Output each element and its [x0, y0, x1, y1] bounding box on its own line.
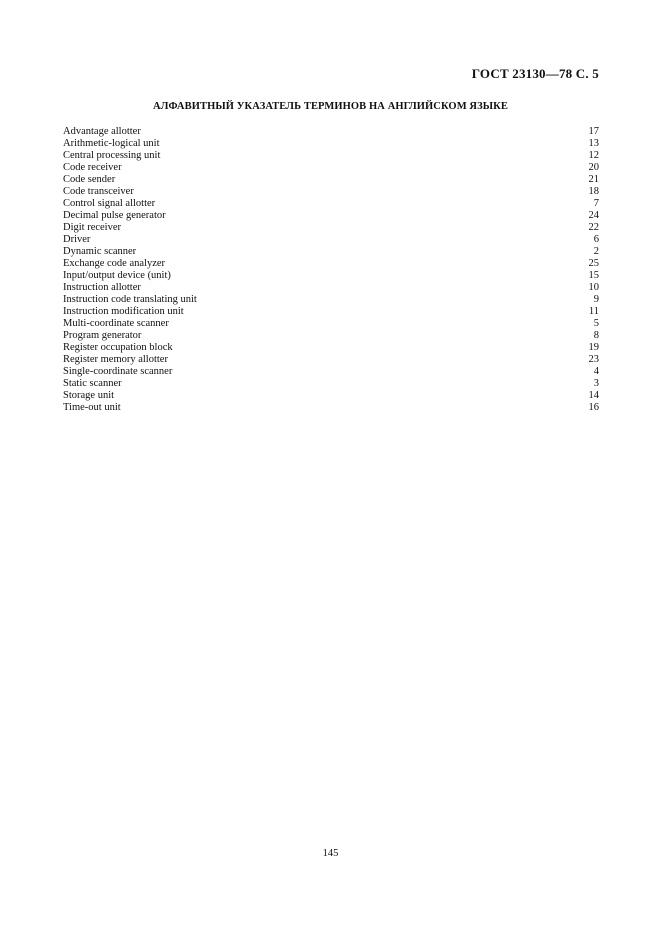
term-label: Driver: [63, 234, 91, 245]
list-item: [63, 390, 599, 402]
term-number: 6: [593, 234, 599, 245]
term-index-list: [63, 126, 599, 414]
term-label: Input/output device (unit): [63, 270, 171, 281]
term-label: Multi-coordinate scanner: [63, 318, 169, 329]
term-number: 8: [593, 330, 599, 341]
list-item: [63, 306, 599, 318]
term-number: 25: [588, 258, 599, 269]
term-number: 9: [593, 294, 599, 305]
term-number: 18: [588, 186, 599, 197]
term-number: 21: [588, 174, 599, 185]
list-item: [63, 174, 599, 186]
list-item: [63, 246, 599, 258]
term-number: 17: [588, 126, 599, 137]
list-item: [63, 330, 599, 342]
term-label: Exchange code analyzer: [63, 258, 166, 269]
list-item: [63, 318, 599, 330]
page-number: 145: [322, 848, 339, 859]
list-item: [63, 342, 599, 354]
term-label: Single-coordinate scanner: [63, 366, 173, 377]
list-item: [63, 198, 599, 210]
term-number: 3: [593, 378, 599, 389]
standard-header: ГОСТ 23130—78 С. 5: [471, 66, 599, 81]
list-item: [63, 366, 599, 378]
term-number: 23: [588, 354, 599, 365]
term-label: Storage unit: [63, 390, 115, 401]
list-item: [63, 186, 599, 198]
page-title: АЛФАВИТНЫЙ УКАЗАТЕЛЬ ТЕРМИНОВ НА АНГЛИЙСКОМ ЯЗЫКЕ: [153, 101, 508, 112]
term-label: Code receiver: [63, 162, 122, 173]
list-item: [63, 150, 599, 162]
term-label: Program generator: [63, 330, 142, 341]
list-item: [63, 402, 599, 414]
term-number: 5: [593, 318, 599, 329]
term-label: Instruction allotter: [63, 282, 141, 293]
list-item: [63, 378, 599, 390]
term-label: Advantage allotter: [63, 126, 141, 137]
term-label: Instruction modification unit: [63, 306, 184, 317]
term-label: Central processing unit: [63, 150, 161, 161]
term-number: 12: [588, 150, 599, 161]
term-number: 24: [588, 210, 599, 221]
list-item: [63, 126, 599, 138]
list-item: [63, 354, 599, 366]
term-label: Static scanner: [63, 378, 122, 389]
list-item: [63, 282, 599, 294]
term-number: 20: [588, 162, 599, 173]
term-label: Register memory allotter: [63, 354, 168, 365]
list-item: [63, 258, 599, 270]
term-number: 13: [588, 138, 599, 149]
term-number: 16: [588, 402, 599, 413]
term-label: Decimal pulse generator: [63, 210, 166, 221]
list-item: [63, 162, 599, 174]
term-number: 2: [593, 246, 599, 257]
list-item: [63, 210, 599, 222]
term-number: 15: [588, 270, 599, 281]
term-number: 4: [593, 366, 599, 377]
term-number: 7: [593, 198, 599, 209]
term-number: 19: [588, 342, 599, 353]
term-label: Time-out unit: [63, 402, 121, 413]
term-label: Instruction code translating unit: [63, 294, 197, 305]
term-label: Code sender: [63, 174, 116, 185]
term-number: 22: [588, 222, 599, 233]
term-label: Code transceiver: [63, 186, 134, 197]
term-label: Arithmetic-logical unit: [63, 138, 160, 149]
term-number: 14: [588, 390, 599, 401]
term-label: Control signal allotter: [63, 198, 156, 209]
term-number: 10: [588, 282, 599, 293]
list-item: [63, 138, 599, 150]
term-label: Digit receiver: [63, 222, 122, 233]
list-item: [63, 222, 599, 234]
list-item: [63, 234, 599, 246]
term-number: 11: [588, 306, 599, 317]
list-item: [63, 294, 599, 306]
term-label: Register occupation block: [63, 342, 173, 353]
term-label: Dynamic scanner: [63, 246, 137, 257]
list-item: [63, 270, 599, 282]
